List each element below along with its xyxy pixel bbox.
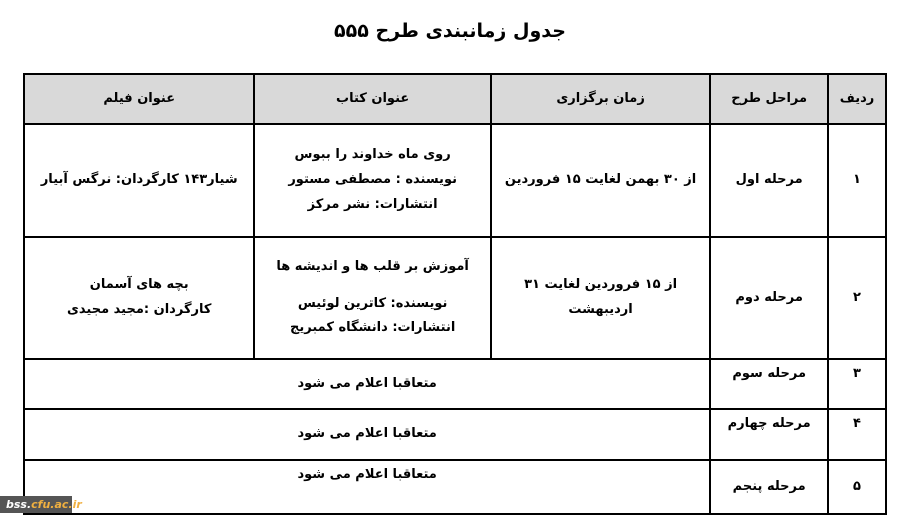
stage: مرحله سوم [710,359,828,409]
book-author: نویسنده: کاترین لوئیس [297,295,448,311]
watermark-prefix: bss. [6,498,32,511]
schedule-table [23,73,887,515]
announcement: متعاقبا اعلام می شود [24,359,710,409]
table-row [24,237,886,359]
header-book-title: عنوان کتاب [254,74,490,124]
header-time: زمان برگزاری [491,74,710,124]
film-title: بچه های آسمان [89,277,189,293]
film [24,237,254,359]
book [254,124,490,237]
table-row [24,460,886,514]
book-title: آموزش بر قلب ها و اندیشه ها [276,258,469,274]
row-number: ۳ [828,359,886,409]
table-header-row [24,74,886,124]
stage: مرحله چهارم [710,409,828,460]
film: شیار۱۴۳ کارگردان: نرگس آبیار [24,124,254,237]
announcement: متعاقبا اعلام می شود [24,409,710,460]
row-number: ۴ [828,409,886,460]
header-stages: مراحل طرح [710,74,828,124]
header-row-number: ردیف [828,74,886,124]
page-title: جدول زمانبندی طرح ۵۵۵ [334,20,566,42]
table-row [24,359,886,409]
table-row [24,124,886,237]
book-author: نویسنده : مصطفی مستور [288,172,457,188]
stage: مرحله دوم [710,237,828,359]
stage: مرحله پنجم [710,460,828,514]
announcement: متعاقبا اعلام می شود [24,460,710,514]
watermark [0,496,82,513]
time: از ۳۰ بهمن لغایت ۱۵ فروردین [491,124,710,237]
watermark-suffix: cfu.ac.ir [31,498,82,511]
header-film-title: عنوان فیلم [24,74,254,124]
table-row [24,409,886,460]
book-publisher: انتشارات: نشر مرکز [307,196,438,212]
time: از ۱۵ فروردین لغایت ۳۱ اردیبهشت [491,237,710,359]
book-title: روی ماه خداوند را ببوس [294,147,451,163]
book [254,237,490,359]
row-number: ۱ [828,124,886,237]
book-publisher: انتشارات: دانشگاه کمبریج [290,320,456,336]
film-director: کارگردان :مجید مجیدی [67,302,212,317]
row-number: ۵ [828,460,886,514]
stage: مرحله اول [710,124,828,237]
row-number: ۲ [828,237,886,359]
